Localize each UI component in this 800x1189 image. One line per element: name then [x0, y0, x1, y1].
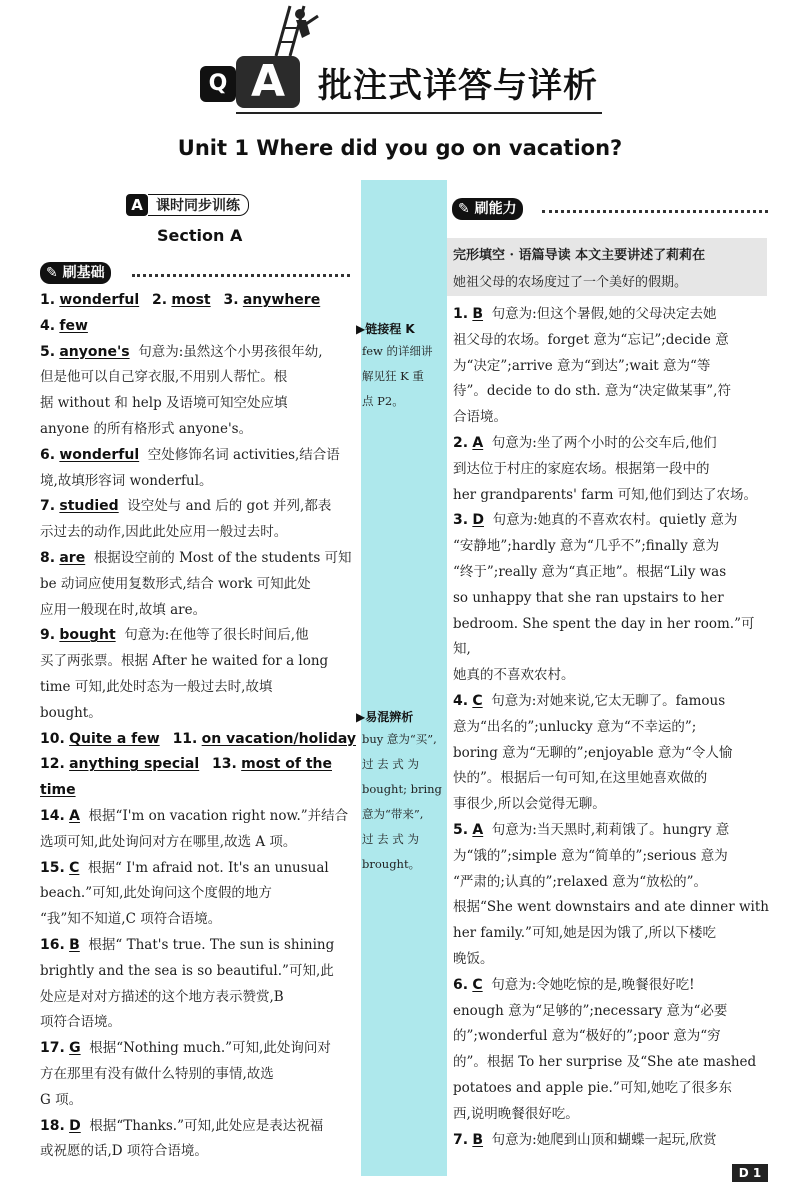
item-number: 9.	[40, 627, 56, 644]
answer-item	[453, 302, 771, 328]
answer-item	[40, 443, 356, 469]
item-number: 15.	[40, 859, 65, 876]
explanation-text: 句意为:当天黑时,莉莉饿了。hungry 意	[491, 821, 730, 838]
answer-line	[40, 907, 356, 933]
explanation-text: “严肃的;认真的”;relaxed 意为“放松的”。	[453, 873, 708, 890]
explanation-text: 示过去的动作,因此此处应用一般过去时。	[40, 524, 288, 541]
explanation-text: bedroom. She spent the day in her room.”可知,	[453, 615, 755, 658]
answer-item	[40, 804, 356, 830]
answer: most	[171, 292, 211, 308]
note-confusable-title: ▶易混辨析	[356, 710, 414, 724]
answer: anyone's	[59, 343, 130, 360]
item-number: 7.	[453, 1131, 469, 1148]
note-line: 过 去 式 为	[362, 757, 419, 771]
answer-row: 4. few	[40, 317, 88, 334]
answer-item	[40, 623, 356, 649]
explanation-text: 空处修饰名词 activities,结合语	[147, 446, 340, 463]
explanation-text: 境,故填形容词 wonderful。	[40, 472, 213, 489]
explanation-text: 西,说明晚餐很好吃。	[453, 1105, 579, 1122]
answer-line	[453, 792, 771, 818]
item-number: 17.	[40, 1040, 65, 1057]
answer-line	[40, 1088, 356, 1114]
answer-line	[40, 520, 356, 546]
explanation-text: be 动词应使用复数形式,结合 work 可知此处	[40, 575, 311, 592]
answer: anywhere	[242, 292, 321, 308]
answer: most of the time	[40, 756, 332, 799]
answer: C	[472, 692, 483, 709]
answer: D	[472, 512, 484, 529]
right-column	[453, 302, 771, 1153]
answer: C	[69, 859, 80, 876]
explanation-text: “终于”;really 意为“真正地”。根据“Lily was	[453, 563, 727, 580]
answer-line	[40, 1010, 356, 1036]
answer-line	[40, 598, 356, 624]
banner-underline	[236, 112, 602, 114]
explanation-text: 句意为:在他等了很长时间后,他	[124, 627, 309, 644]
explanation-text: 句意为:她爬到山顶和蝴蝶一起玩,欣赏	[491, 1131, 717, 1148]
page-number: D 1	[732, 1164, 768, 1182]
explanation-text: 根据“I'm on vacation right now.”并结合	[88, 807, 349, 824]
reading-guide-line: 完形填空 · 语篇导读 本文主要讲述了莉莉在	[453, 248, 706, 263]
answer-item	[40, 340, 356, 366]
answer-line	[453, 895, 771, 921]
answer-line	[40, 985, 356, 1011]
answer: A	[472, 821, 484, 838]
answer-line	[40, 649, 356, 675]
explanation-text: 意为“出名的”;unlucky 意为“不幸运的”;	[453, 718, 697, 735]
brush-basic-text: 刷基础	[62, 265, 105, 281]
answer-item	[453, 1128, 771, 1154]
explanation-text: 事很少,所以会觉得无聊。	[453, 796, 606, 813]
answer-line	[453, 1024, 771, 1050]
answer-item	[453, 431, 771, 457]
item-number: 5.	[40, 343, 56, 360]
answer-item	[453, 818, 771, 844]
answer: C	[472, 976, 483, 993]
note-line: few 的详细讲	[362, 344, 433, 358]
answer-line	[453, 405, 771, 431]
answer-line	[453, 534, 771, 560]
explanation-text: 应用一般现在时,故填 are。	[40, 601, 207, 618]
section-tag	[126, 194, 249, 216]
pen-icon: ✎	[46, 265, 58, 281]
explanation-text: her grandparents' farm 可知,他们到达了农场。	[453, 486, 757, 503]
section-tag-label: 课时同步训练	[148, 194, 249, 216]
answer: wonderful	[59, 446, 140, 463]
answer: bought	[59, 627, 116, 644]
climbing-man-icon	[256, 4, 326, 56]
explanation-text: 句意为:她真的不喜欢农村。quietly 意为	[492, 512, 738, 529]
answer-line	[453, 586, 771, 612]
answer: few	[59, 317, 88, 334]
answer: are	[59, 549, 86, 566]
brush-basic-label	[40, 262, 111, 284]
explanation-text: 选项可知,此处询问对方在哪里,故选 A 项。	[40, 833, 297, 850]
answer-item	[453, 689, 771, 715]
note-line: bought; bring	[362, 782, 442, 796]
explanation-text: 句意为:但这个暑假,她的父母决定去她	[491, 306, 717, 322]
explanation-text: time 可知,此处时态为一般过去时,故填	[40, 678, 273, 695]
answer-row: 12. anything special 13. most of the time	[40, 756, 332, 799]
answer: B	[472, 1131, 484, 1148]
item-number: 8.	[40, 549, 56, 566]
note-link-title: ▶链接程 K	[356, 322, 415, 336]
banner-title: 批注式详答与详析	[318, 66, 598, 106]
q-badge: Q	[200, 66, 236, 102]
answer-line	[453, 1102, 771, 1128]
explanation-text: “我”知不知道,C 项符合语境。	[40, 911, 222, 928]
note-line: 解见狂 K 重	[362, 369, 424, 383]
note-line: brought。	[362, 857, 421, 871]
answer-line	[453, 1076, 771, 1102]
answer-item	[40, 856, 356, 882]
answer-line	[453, 741, 771, 767]
explanation-text: 句意为:令她吃惊的是,晚餐很好吃!	[491, 976, 695, 993]
answer-item	[453, 508, 771, 534]
explanation-text: 句意为:虽然这个小男孩很年幼,	[138, 343, 323, 360]
answer: D	[69, 1117, 81, 1134]
answer: studied	[59, 498, 119, 515]
answer-line	[453, 354, 771, 380]
answer-line	[453, 379, 771, 405]
answer: wonderful	[59, 292, 140, 308]
answer-line	[453, 715, 771, 741]
answer-line	[453, 328, 771, 354]
explanation-text: potatoes and apple pie.”可知,她吃了很多东	[453, 1079, 733, 1096]
answer: on vacation/holiday	[201, 730, 356, 747]
answer-item	[40, 494, 356, 520]
answer-line	[453, 457, 771, 483]
explanation-text: G 项。	[40, 1091, 83, 1108]
answer-line	[453, 999, 771, 1025]
note-confusable	[356, 708, 444, 877]
answer-item	[40, 1114, 356, 1140]
item-number: 7.	[40, 498, 56, 515]
answer-line	[40, 830, 356, 856]
reading-guide-line: 她祖父母的农场度过了一个美好的假期。	[453, 275, 688, 290]
explanation-text: 快的”。根据后一句可知,在这里她喜欢做的	[453, 770, 708, 787]
answer-line	[40, 1062, 356, 1088]
item-number: 16.	[40, 936, 65, 953]
explanation-text: enough 意为“足够的”;necessary 意为“必要	[453, 1002, 728, 1019]
note-link	[356, 320, 444, 414]
explanation-text: boring 意为“无聊的”;enjoyable 意为“令人愉	[453, 744, 733, 761]
explanation-text: 的”;wonderful 意为“极好的”;poor 意为“穷	[453, 1028, 721, 1045]
item-number: 6.	[453, 976, 469, 993]
item-number: 18.	[40, 1117, 65, 1134]
explanation-text: so unhappy that she ran upstairs to her	[453, 589, 724, 606]
explanation-text: “安静地”;hardly 意为“几乎不”;finally 意为	[453, 538, 720, 555]
answer: A	[472, 434, 484, 451]
explanation-text: 到达位于村庄的家庭农场。根据第一段中的	[453, 460, 710, 477]
answer-line	[40, 881, 356, 907]
answer-line	[453, 870, 771, 896]
explanation-text: brightly and the sea is so beautiful.”可知,此	[40, 962, 334, 979]
answer-line	[40, 701, 356, 727]
explanation-text: her family.”可知,她是因为饿了,所以下楼吃	[453, 925, 717, 942]
answer-line	[453, 560, 771, 586]
explanation-text: 据 without 和 help 及语境可知空处应填	[40, 395, 288, 412]
item-number: 3.	[453, 512, 469, 529]
explanation-text: 晚饭。	[453, 950, 494, 967]
item-number: 2.	[453, 434, 469, 451]
note-line: 点 P2。	[362, 394, 404, 408]
a-badge: A	[236, 56, 300, 108]
explanation-text: anyone 的所有格形式 anyone's。	[40, 420, 253, 437]
explanation-text: 的”。根据 To her surprise 及“She ate mashed	[453, 1054, 757, 1071]
section-tag-letter: A	[126, 194, 148, 216]
answer-item	[453, 973, 771, 999]
answer-line	[40, 675, 356, 701]
answer: A	[69, 807, 80, 824]
answer: B	[472, 306, 484, 322]
item-number: 5.	[453, 821, 469, 838]
answer: anything special	[69, 756, 200, 773]
answer-row: 10. Quite a few 11. on vacation/holiday	[40, 730, 356, 747]
answer-line	[453, 766, 771, 792]
answer-line	[453, 921, 771, 947]
answer-row: 1. wonderful 2. most 3. anywhere	[40, 292, 321, 308]
explanation-text: 句意为:坐了两个小时的公交车后,他们	[491, 434, 717, 451]
explanation-text: 根据“She went downstairs and ate dinner with	[453, 899, 769, 916]
explanation-text: 或祝愿的话,D 项符合语境。	[40, 1143, 208, 1160]
answer-line	[453, 663, 771, 689]
note-line: 意为“带来”,	[362, 807, 424, 821]
explanation-text: 设空处与 and 后的 got 并列,都表	[127, 498, 332, 515]
answer: B	[69, 936, 80, 953]
answer-line	[453, 483, 771, 509]
explanation-text: 但是他可以自己穿衣服,不用别人帮忙。根	[40, 369, 288, 386]
explanation-text: 根据“ That's true. The sun is shining	[88, 936, 335, 953]
answer-line	[40, 572, 356, 598]
answer: G	[69, 1040, 81, 1057]
pen-icon: ✎	[458, 201, 470, 217]
item-number: 4.	[453, 692, 469, 709]
dotted-rule	[542, 210, 768, 213]
note-line: buy 意为“买”,	[362, 732, 437, 746]
explanation-text: beach.”可知,此处询问这个度假的地方	[40, 885, 272, 902]
answer-item	[40, 546, 356, 572]
explanation-text: 方在那里有没有做什么特别的事情,故选	[40, 1065, 274, 1082]
explanation-text: 为“饿的”;simple 意为“简单的”;serious 意为	[453, 847, 728, 864]
answer-item	[40, 1036, 356, 1062]
answer-line	[40, 959, 356, 985]
explanation-text: 根据“Thanks.”可知,此处应是表达祝福	[89, 1117, 324, 1134]
explanation-text: 买了两张票。根据 After he waited for a long	[40, 653, 329, 670]
item-number: 6.	[40, 446, 56, 463]
answer-line	[453, 844, 771, 870]
explanation-text: 祖父母的农场。forget 意为“忘记”;decide 意	[453, 331, 729, 348]
answer-line	[40, 391, 356, 417]
header-banner	[200, 52, 602, 112]
section-title: Section A	[157, 226, 243, 245]
answer-line	[40, 1139, 356, 1165]
answer-line	[40, 365, 356, 391]
unit-title: Unit 1 Where did you go on vacation?	[177, 136, 623, 160]
answer-line	[40, 417, 356, 443]
reading-guide	[447, 238, 767, 296]
answer: Quite a few	[69, 730, 160, 747]
explanation-text: bought。	[40, 704, 102, 721]
explanation-text: 她真的不喜欢农村。	[453, 667, 575, 684]
answer-line	[453, 612, 771, 664]
explanation-text: 为“决定”;arrive 意为“到达”;wait 意为“等	[453, 357, 711, 374]
explanation-text: 句意为:对她来说,它太无聊了。famous	[491, 692, 726, 709]
explanation-text: 根据“ I'm afraid not. It's an unusual	[87, 859, 329, 876]
note-line: 过 去 式 为	[362, 832, 419, 846]
item-number: 1.	[453, 306, 469, 322]
item-number: 14.	[40, 807, 65, 824]
brush-ability-text: 刷能力	[474, 201, 517, 217]
answer-line	[453, 947, 771, 973]
explanation-text: 处应是对对方描述的这个地方表示赞赏,B	[40, 988, 284, 1005]
explanation-text: 待”。decide to do sth. 意为“决定做某事”,符	[453, 383, 731, 400]
answer-line	[453, 1050, 771, 1076]
explanation-text: 根据设空前的 Most of the students 可知	[93, 549, 352, 566]
answer-line	[40, 469, 356, 495]
dotted-rule	[132, 274, 350, 277]
explanation-text: 根据“Nothing much.”可知,此处询问对	[89, 1040, 331, 1057]
explanation-text: 项符合语境。	[40, 1014, 121, 1031]
explanation-text: 合语境。	[453, 409, 507, 426]
brush-ability-label	[452, 198, 523, 220]
answer-item	[40, 933, 356, 959]
left-column	[40, 288, 356, 1165]
